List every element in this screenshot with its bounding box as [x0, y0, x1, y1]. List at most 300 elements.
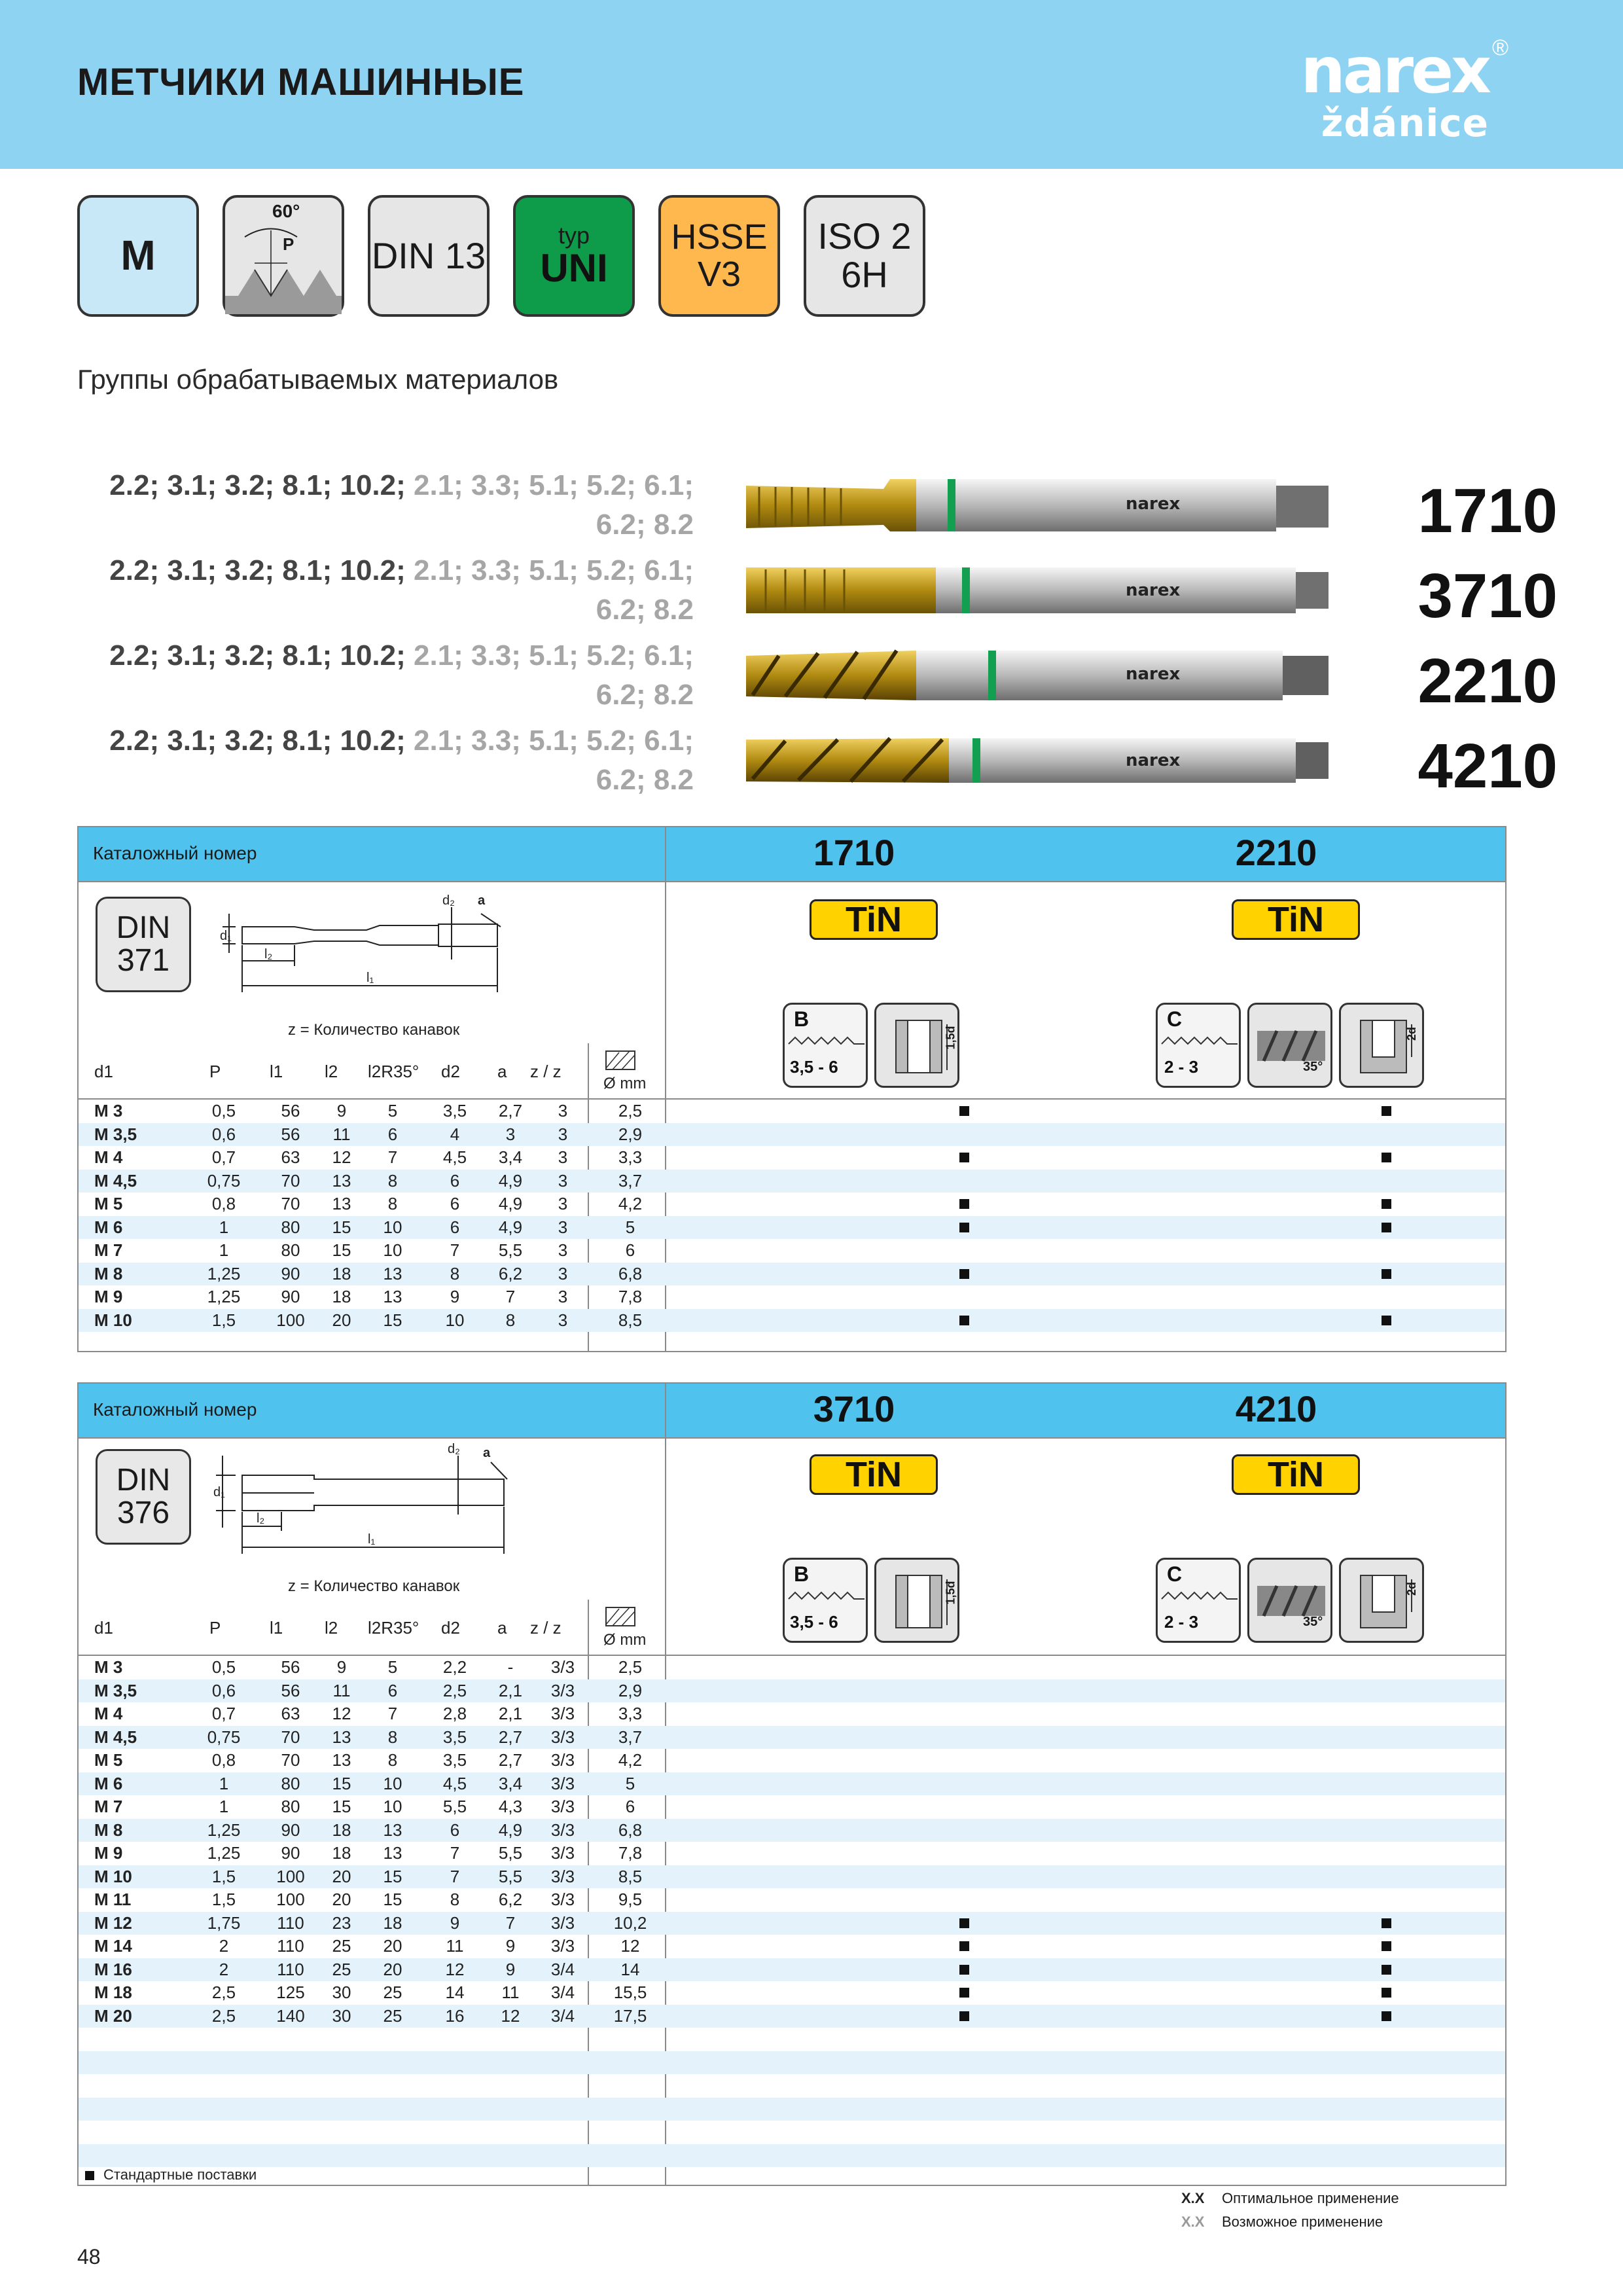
table-cell: 13 [383, 1287, 402, 1306]
svg-text:a: a [483, 1446, 491, 1460]
standard-supply-marker [1382, 1918, 1391, 1928]
table-cell: 8 [450, 1263, 460, 1283]
col-d2: d2 [441, 1062, 460, 1081]
table-cell: 110 [277, 1936, 304, 1956]
table-cell: 0,6 [211, 1680, 236, 1700]
standard-supply-marker [1382, 1965, 1391, 1975]
col-l2r35: l2R35° [368, 1062, 419, 1081]
standard-supply-marker [959, 1316, 969, 1325]
table-cell: 18 [332, 1287, 351, 1306]
table-cell: 6 [450, 1170, 460, 1191]
table-cell: 1 [219, 1773, 229, 1793]
legend-text: Оптимальное применение [1222, 2190, 1399, 2206]
coating-badge-a: TiN [810, 899, 938, 940]
table-cell: 7 [505, 1912, 516, 1933]
through-hole-icon [874, 1003, 959, 1088]
table-cell: 0,75 [207, 1170, 241, 1191]
din-number: 376 [116, 1496, 170, 1530]
table-cell: M 5 [94, 1194, 123, 1213]
possible-codes-2: 6.2; 8.2 [596, 594, 694, 626]
table-cell: 18 [383, 1912, 402, 1933]
table-cell: 5 [387, 1657, 398, 1677]
table-cell: 4,2 [618, 1750, 643, 1770]
standard-supply-marker [1382, 1223, 1391, 1232]
through-hole-icon [874, 1558, 959, 1643]
standard-supply-marker [959, 1106, 969, 1116]
drill-hole-icon [602, 1605, 639, 1628]
col-d1: d1 [94, 1618, 113, 1638]
feature-label-small: typ [558, 221, 590, 249]
standard-supply-marker [959, 1988, 969, 1998]
footnote-text: Стандартные поставки [103, 2166, 257, 2183]
table-cell: 2 [219, 1959, 229, 1979]
chamfer-thread-icon [789, 1586, 865, 1605]
table-cell: M 20 [94, 2005, 132, 2026]
standard-supply-marker [959, 1199, 969, 1209]
table-cell: 30 [332, 1982, 351, 2002]
din-label: DIN [116, 1463, 171, 1498]
col-a: a [497, 1062, 507, 1081]
table-cell: 9 [505, 1936, 516, 1956]
table-cell: 10 [383, 1240, 402, 1260]
table-cell: 7 [450, 1240, 460, 1260]
table-cell: 9 [450, 1287, 460, 1306]
thread-angle-label: 60° [272, 201, 300, 221]
table-cell: 3,7 [618, 1727, 643, 1747]
form-b-icon [783, 1003, 868, 1088]
table-cell: 8 [387, 1750, 398, 1770]
table-cell: 4,5 [442, 1147, 467, 1167]
optimal-codes: 2.2; 3.1; 3.2; 8.1; 10.2; [109, 554, 406, 586]
table-cell: 6 [387, 1124, 398, 1144]
table-cell: 0,8 [211, 1194, 236, 1213]
table-cell: 3/3 [550, 1890, 575, 1909]
table-cell: 15 [332, 1773, 351, 1793]
table-cell: 12 [332, 1704, 351, 1723]
helix-angle: 35° [1303, 1615, 1323, 1629]
table-row [79, 1749, 1505, 1772]
table-cell: 3/3 [550, 1843, 575, 1863]
table-cell: 100 [276, 1890, 305, 1909]
chamfer-range: 2 - 3 [1164, 1057, 1199, 1077]
table-cell: 1,5 [211, 1310, 236, 1330]
table-cell: M 7 [94, 1797, 123, 1816]
standard-supply-marker [1382, 1988, 1391, 1998]
legend-code: X.X [1181, 2190, 1205, 2206]
table-cell: M 10 [94, 1310, 132, 1330]
table-cell: 2,8 [442, 1704, 467, 1723]
table-cell: 0,7 [211, 1147, 236, 1167]
standard-supply-marker [959, 1965, 969, 1975]
shank-brand: narex [1126, 664, 1181, 684]
table-cell: 20 [332, 1866, 351, 1886]
spiral-flute-tap-image [740, 636, 1361, 715]
table-cell: 2 [219, 1936, 229, 1956]
table-cell: 3 [505, 1124, 516, 1144]
table-cell: M 12 [94, 1912, 132, 1933]
table-cell: 1,75 [207, 1912, 241, 1933]
table-cell: 3/3 [550, 1797, 575, 1816]
table-cell: 2,5 [618, 1101, 643, 1121]
table-cell: 5,5 [498, 1866, 523, 1886]
table-row [79, 1193, 1505, 1216]
feature-tolerance-iso [804, 195, 925, 317]
table-cell: 23 [332, 1912, 351, 1933]
table-cell: 13 [383, 1843, 402, 1863]
table-cell: 1,5 [211, 1866, 236, 1886]
table-cell: M 4,5 [94, 1727, 137, 1747]
table-cell: 3/3 [550, 1727, 575, 1747]
table-header [79, 827, 1505, 881]
channels-note: z = Количество канавок [288, 1577, 460, 1595]
standard-supply-marker [959, 1223, 969, 1232]
standard-supply-marker [959, 1269, 969, 1279]
feature-label-2: V3 [697, 255, 741, 294]
col-p: P [209, 1062, 221, 1081]
table-row [79, 1146, 1505, 1170]
table-cell: 6 [625, 1797, 635, 1816]
catalog-number: 1710 [1418, 476, 1558, 546]
legend-text: Возможное применение [1222, 2214, 1383, 2230]
table-cell: 10,2 [613, 1912, 647, 1933]
table-cell: 0,75 [207, 1727, 241, 1747]
table-cell: 7 [387, 1704, 398, 1723]
table-cell: 2,5 [211, 2005, 236, 2026]
table-cell: 9 [450, 1912, 460, 1933]
table-cell: 4,2 [618, 1194, 643, 1213]
table-cell: 15 [383, 1310, 402, 1330]
table-row [79, 1772, 1505, 1796]
col-drill-diameter: Ø mm [603, 1075, 647, 1092]
table-cell: 4,9 [498, 1217, 523, 1237]
table-cell: 1,25 [207, 1263, 241, 1283]
table-cell: 5,5 [442, 1797, 467, 1816]
table-cell: 11 [446, 1936, 464, 1956]
possible-codes: 2.1; 3.3; 5.1; 5.2; 6.1; [414, 469, 694, 501]
material-codes [65, 551, 694, 630]
table-cell: 13 [332, 1727, 351, 1747]
table-cell: 3 [558, 1240, 568, 1260]
table-cell: 20 [383, 1959, 402, 1979]
table-cell: 8 [387, 1170, 398, 1191]
table-cell: 7,8 [618, 1843, 643, 1863]
table-cell: 5 [625, 1217, 635, 1237]
table-cell: 3,4 [498, 1147, 523, 1167]
table-cell: 6,8 [618, 1263, 643, 1283]
table-cell: 12 [332, 1147, 351, 1167]
table-cell: M 8 [94, 1263, 123, 1283]
table-cell: 3 [558, 1194, 568, 1213]
narex-logo [1293, 34, 1508, 156]
table-cell: 90 [281, 1287, 300, 1306]
blind-hole-icon [1339, 1558, 1424, 1643]
table-cell: 100 [276, 1310, 305, 1330]
table-cell: 8 [505, 1310, 516, 1330]
thread-pitch-label: P [283, 234, 294, 254]
table-cell: M 7 [94, 1240, 123, 1260]
table-cell: 20 [332, 1310, 351, 1330]
product-row [65, 466, 1558, 551]
table-cell: 3/3 [550, 1704, 575, 1723]
table-cell: 12 [501, 2005, 520, 2026]
logo-subtitle: ždánice [1321, 101, 1489, 145]
table-cell: 70 [281, 1194, 300, 1213]
table-cell: 3 [558, 1310, 568, 1330]
coating-badge-b: TiN [1232, 899, 1360, 940]
table-row [79, 2074, 1505, 2098]
table-cell: 0,7 [211, 1704, 236, 1723]
table-cell: 13 [332, 1194, 351, 1213]
feature-label: DIN 13 [371, 234, 486, 276]
table-cell: 6 [387, 1680, 398, 1700]
table-cell: 9,5 [618, 1890, 643, 1909]
page-title: МЕТЧИКИ МАШИННЫЕ [77, 61, 525, 103]
table-cell: 2,7 [498, 1750, 523, 1770]
standard-supply-marker [1382, 1199, 1391, 1209]
table-cell: 10 [383, 1773, 402, 1793]
table-cell: 1,25 [207, 1287, 241, 1306]
table-row [79, 1912, 1505, 1935]
legend-possible [1181, 2214, 1383, 2231]
optimal-codes: 2.2; 3.1; 3.2; 8.1; 10.2; [109, 639, 406, 672]
table-cell: 8 [450, 1890, 460, 1909]
chamfer-range: 3,5 - 6 [790, 1057, 838, 1077]
table-cell: 8,5 [618, 1866, 643, 1886]
table-row [79, 1263, 1505, 1286]
helix-angle: 35° [1303, 1060, 1323, 1074]
table-row [79, 2144, 1505, 2168]
catalog-number: 4210 [1418, 731, 1558, 801]
table-cell: 15 [383, 1890, 402, 1909]
coating-badge-b: TiN [1232, 1454, 1360, 1495]
table-cell: 3 [558, 1170, 568, 1191]
table-row [79, 1170, 1505, 1193]
standard-supply-marker [1382, 1269, 1391, 1279]
table-cell: M 6 [94, 1773, 123, 1793]
table-cell: 3 [558, 1124, 568, 1144]
feature-label: HSSE [671, 217, 768, 257]
table-cell: 56 [281, 1680, 300, 1700]
form-letter: C [1167, 1562, 1183, 1586]
table-cell: 5,5 [498, 1843, 523, 1863]
table-cell: 70 [281, 1170, 300, 1191]
table-row [79, 1842, 1505, 1865]
standard-supply-marker [959, 1918, 969, 1928]
materials-heading: Группы обрабатываемых материалов [77, 364, 559, 395]
table-cell: 3 [558, 1101, 568, 1121]
col-a: a [497, 1618, 507, 1638]
table-cell: 1 [219, 1217, 229, 1237]
tap-dimension-drawing [213, 1442, 622, 1567]
table-cell: M 6 [94, 1217, 123, 1237]
table-cell: 15 [332, 1797, 351, 1816]
table-cell: 8 [387, 1727, 398, 1747]
shank-brand: narex [1126, 581, 1181, 600]
table-cell: 90 [281, 1263, 300, 1283]
possible-codes: 2.1; 3.3; 5.1; 5.2; 6.1; [414, 725, 694, 757]
table-cell: M 11 [94, 1890, 132, 1909]
table-cell: 80 [281, 1240, 300, 1260]
table-cell: 56 [281, 1124, 300, 1144]
table-cell: M 3,5 [94, 1680, 137, 1700]
svg-text:l₂: l₂ [264, 947, 273, 961]
standard-supply-marker [1382, 2011, 1391, 2021]
legend-code: X.X [1181, 2214, 1205, 2230]
table-cell: 3 [558, 1263, 568, 1283]
table-cell: M 8 [94, 1820, 123, 1840]
catalog-number: 3710 [1418, 561, 1558, 631]
table-cell: 90 [281, 1820, 300, 1840]
col-l2r35: l2R35° [368, 1618, 419, 1638]
tap-dimension-drawing [220, 888, 615, 1005]
table-cell: 6,8 [618, 1820, 643, 1840]
table-cell: 18 [332, 1843, 351, 1863]
standard-supply-marker [959, 1153, 969, 1162]
table-cell: 3,5 [442, 1101, 467, 1121]
table-cell: 15,5 [613, 1982, 647, 2002]
legend-optimal [1181, 2190, 1399, 2207]
svg-text:d₁: d₁ [213, 1485, 225, 1499]
col-drill-diameter: Ø mm [603, 1631, 647, 1649]
feature-label: ISO 2 [817, 215, 912, 257]
svg-text:d₂: d₂ [448, 1442, 460, 1456]
table-cell: 17,5 [613, 2005, 647, 2026]
table-cell: 7 [505, 1287, 516, 1306]
depth-label: 2d [1405, 1581, 1419, 1596]
svg-text:d₁: d₁ [220, 929, 232, 943]
table-cell: 1,25 [207, 1820, 241, 1840]
table-row [79, 1958, 1505, 1982]
table-cell: 15 [332, 1240, 351, 1260]
table-cell: 6,2 [498, 1263, 523, 1283]
standard-supply-marker [1382, 1941, 1391, 1951]
table-cell: 3/4 [550, 2005, 575, 2026]
table-row [79, 2028, 1505, 2051]
table-cell: 5 [625, 1773, 635, 1793]
table-cell: 7 [450, 1866, 460, 1886]
table-cell: 3 [558, 1287, 568, 1306]
table-cell: 4,5 [442, 1773, 467, 1793]
table-cell: 0,5 [211, 1101, 236, 1121]
table-cell: 125 [276, 1982, 305, 2002]
svg-text:l₂: l₂ [257, 1511, 265, 1526]
table-cell: 10 [383, 1797, 402, 1816]
table-cell: 13 [332, 1170, 351, 1191]
table-cell: 7 [387, 1147, 398, 1167]
chamfer-range: 2 - 3 [1164, 1612, 1199, 1632]
table-cell: 3,4 [498, 1773, 523, 1793]
standard-supply-marker [959, 2011, 969, 2021]
possible-codes: 2.1; 3.3; 5.1; 5.2; 6.1; [414, 554, 694, 586]
drill-hole-icon [602, 1049, 639, 1072]
col-z: z / z [530, 1618, 562, 1638]
product-row [65, 551, 1558, 636]
table-cell: 2,9 [618, 1680, 643, 1700]
table-cell: 3/3 [550, 1936, 575, 1956]
table-row [79, 2098, 1505, 2121]
material-codes [65, 636, 694, 715]
table-cell: M 4,5 [94, 1170, 137, 1191]
table-cell: 4,3 [498, 1797, 523, 1816]
shank-brand: narex [1126, 494, 1181, 514]
table-cell: 2,1 [498, 1704, 523, 1723]
col-z: z / z [530, 1062, 562, 1081]
table-cell: 63 [281, 1704, 300, 1723]
table-row [79, 2121, 1505, 2144]
straight-flute-shank-tap-image [740, 551, 1361, 630]
table-cell: 18 [332, 1820, 351, 1840]
table-cell: 3/3 [550, 1773, 575, 1793]
table-cell: 25 [383, 1982, 402, 2002]
table-cell: 4,9 [498, 1194, 523, 1213]
product-row [65, 721, 1558, 806]
table-cell: 2,2 [442, 1657, 467, 1677]
spec-table-din371 [77, 826, 1507, 1352]
table-cell: 18 [332, 1263, 351, 1283]
table-cell: 4,9 [498, 1820, 523, 1840]
table-cell: 25 [332, 1936, 351, 1956]
chamfer-thread-icon [1162, 1031, 1238, 1050]
standard-supply-note [85, 2166, 257, 2183]
form-c-icon [1156, 1003, 1241, 1088]
table-row [79, 1679, 1505, 1703]
possible-codes-2: 6.2; 8.2 [596, 509, 694, 541]
table-cell: 8 [387, 1194, 398, 1213]
chamfer-thread-icon [1162, 1586, 1238, 1605]
table-row [79, 1702, 1505, 1726]
table-row [79, 1865, 1505, 1889]
table-cell: 30 [332, 2005, 351, 2026]
table-cell: 7,8 [618, 1287, 643, 1306]
spiral-flute-icon [1247, 1558, 1332, 1643]
channels-note: z = Количество канавок [288, 1021, 460, 1039]
table-cell: 56 [281, 1657, 300, 1677]
table-cell: M 4 [94, 1147, 123, 1167]
table-cell: 13 [383, 1820, 402, 1840]
table-cell: 9 [336, 1101, 347, 1121]
table-cell: 3/4 [550, 1982, 575, 2002]
table-cell: 14 [445, 1982, 465, 2002]
product-row [65, 636, 1558, 721]
table-cell: 0,8 [211, 1750, 236, 1770]
catalog-number: 2210 [1418, 646, 1558, 716]
material-codes [65, 466, 694, 545]
table-cell: 2,1 [498, 1680, 523, 1700]
table-cell: M 10 [94, 1866, 132, 1886]
table-cell: 2,9 [618, 1124, 643, 1144]
svg-text:l₁: l₁ [368, 1532, 376, 1547]
possible-codes: 2.1; 3.3; 5.1; 5.2; 6.1; [414, 639, 694, 672]
feature-label-2: 6H [841, 254, 888, 295]
table-cell: 110 [277, 1912, 304, 1933]
table-cell: 9 [336, 1657, 347, 1677]
table-row [79, 1819, 1505, 1842]
table-row [79, 1239, 1505, 1263]
svg-text:a: a [478, 893, 486, 908]
catalog-number-label: Каталожный номер [93, 1399, 257, 1420]
table-cell: M 4 [94, 1704, 123, 1723]
table-cell: 3,3 [618, 1147, 643, 1167]
table-cell: 3/3 [550, 1657, 575, 1677]
table-cell: 20 [383, 1936, 402, 1956]
table-cell: 0,6 [211, 1124, 236, 1144]
table-cell: 11 [332, 1680, 351, 1700]
table-row [79, 1216, 1505, 1240]
table-cell: 1 [219, 1240, 229, 1260]
table-cell: 15 [383, 1866, 402, 1886]
table-cell: 10 [445, 1310, 465, 1330]
table-cell: 5,5 [498, 1240, 523, 1260]
